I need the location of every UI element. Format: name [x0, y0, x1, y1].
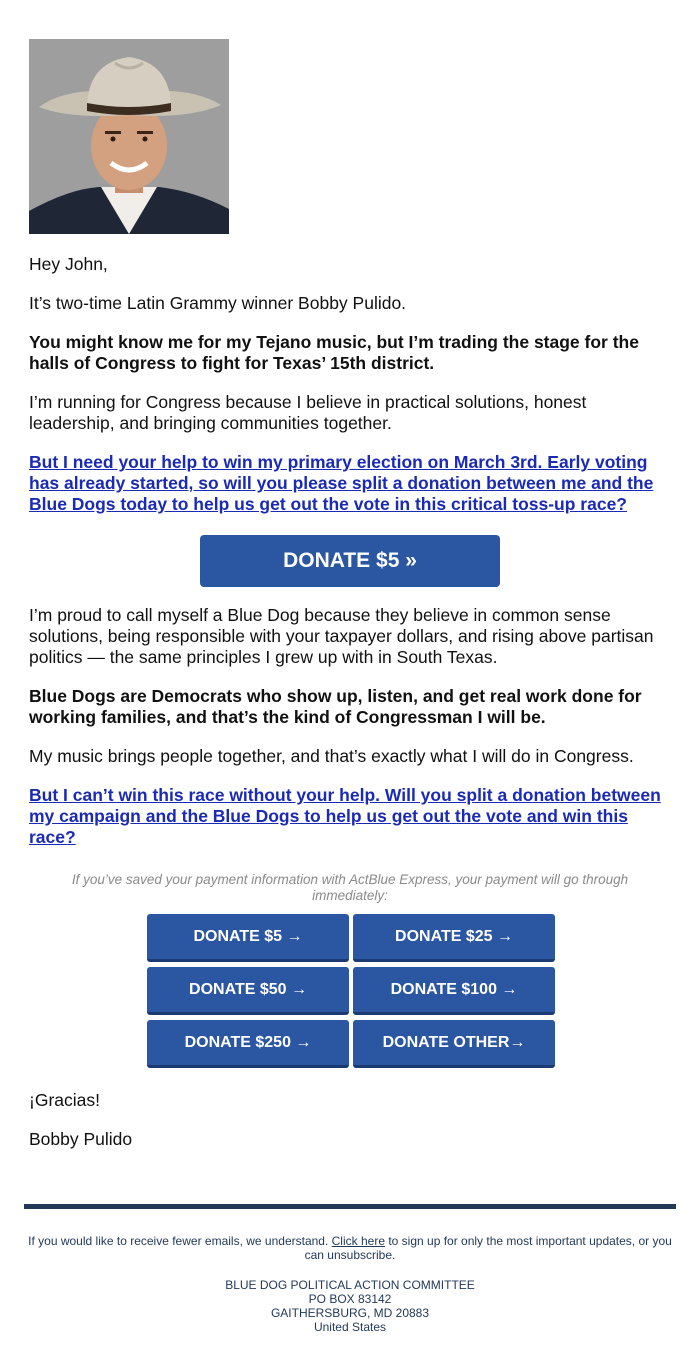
- country: United States: [313, 1320, 387, 1334]
- city-line: GAITHERSBURG, MD 20883: [270, 1306, 430, 1320]
- signature: Bobby Pulido: [29, 1129, 133, 1149]
- greeting: Hey John,: [29, 254, 108, 274]
- unsubscribe-text: [24, 1234, 676, 1262]
- footer: [24, 1234, 676, 1334]
- org-name: BLUE DOG POLITICAL ACTION COMMITTEE: [225, 1278, 475, 1292]
- unsubscribe-text-before: If you would like to receive fewer emails, we understand.: [28, 1234, 332, 1248]
- closing: ¡Gracias!: [29, 1090, 100, 1110]
- click-here-link[interactable]: Click here: [331, 1234, 385, 1248]
- donate-5-primary-button[interactable]: DONATE $5 »: [200, 535, 500, 587]
- paragraph-3: I’m proud to call myself a Blue Dog because they believe in common sense solutions, being responsible with your taxpayer dollars, and rising above partisan politics — the same principles I grew up with in South Texas.: [29, 605, 654, 667]
- donate-50-button[interactable]: DONATE $50 →: [147, 967, 349, 1015]
- bold-paragraph-2: Blue Dogs are Democrats who show up, listen, and get real work done for working families, and that’s the kind of Congressman I will be.: [29, 686, 642, 727]
- paragraph-2: I’m running for Congress because I believe in practical solutions, honest leadership, and bringing communities together.: [29, 392, 587, 433]
- actblue-express-note: If you’ve saved your payment information with ActBlue Express, your payment will go through immediately:: [71, 872, 629, 903]
- donation-link-2[interactable]: But I can’t win this race without your help. Will you split a donation between my campaign and the Blue Dogs to help us get out the vote and win this race?: [29, 785, 661, 847]
- unsubscribe-text-after: to sign up for only the most important updates, or you can unsubscribe.: [304, 1234, 672, 1262]
- po-box: PO BOX 83142: [308, 1292, 392, 1306]
- donate-250-button[interactable]: DONATE $250 →: [147, 1020, 349, 1068]
- bold-paragraph-1: You might know me for my Tejano music, but I’m trading the stage for the halls of Congress to fight for Texas’ 15th district.: [29, 332, 639, 373]
- email-body: [29, 39, 671, 1150]
- footer-divider: [24, 1204, 676, 1209]
- candidate-photo: [29, 39, 229, 234]
- intro-paragraph: It’s two-time Latin Grammy winner Bobby Pulido.: [29, 293, 407, 313]
- donate-25-button[interactable]: DONATE $25 →: [353, 914, 555, 962]
- donate-5-button[interactable]: DONATE $5 →: [147, 914, 349, 962]
- donation-link-1[interactable]: But I need your help to win my primary election on March 3rd. Early voting has already started, so will you please split a donation between me and the Blue Dogs today to help us get out the vote in this critical toss-up race?: [29, 452, 654, 514]
- donate-button-grid: [147, 914, 553, 1068]
- donate-other-button[interactable]: DONATE OTHER→: [353, 1020, 555, 1068]
- donate-100-button[interactable]: DONATE $100 →: [353, 967, 555, 1015]
- paragraph-4: My music brings people together, and that’s exactly what I will do in Congress.: [29, 746, 634, 766]
